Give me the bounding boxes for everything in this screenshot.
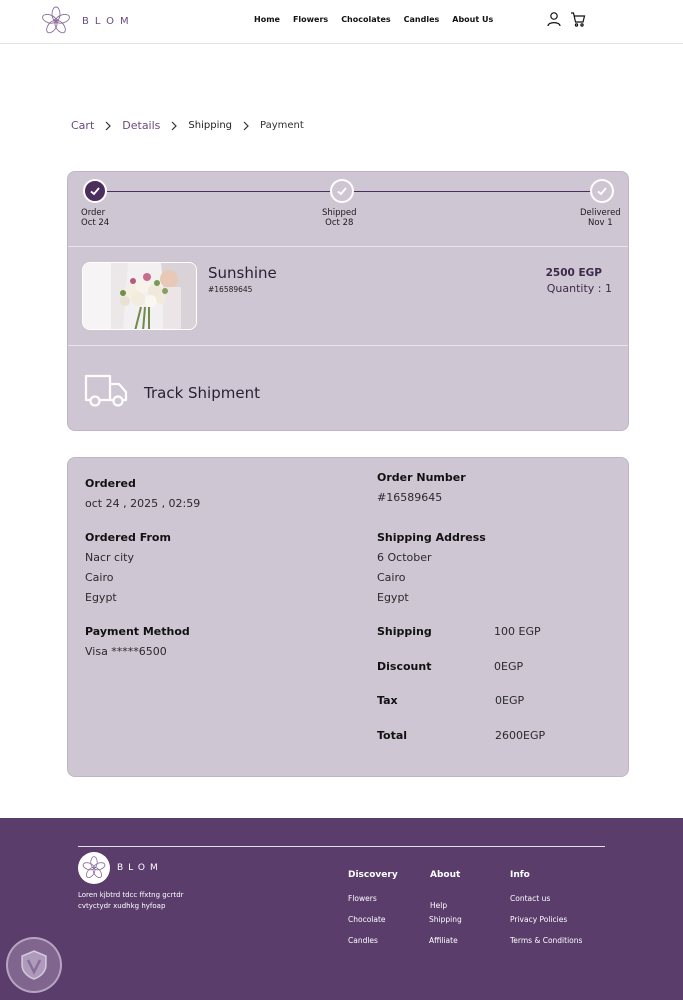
step-shipped-date: Oct 28 xyxy=(325,218,354,228)
order-number-value: #16589645 xyxy=(377,491,443,504)
chevron-right-icon xyxy=(241,121,251,131)
step-shipped-title: Shipped xyxy=(322,208,357,218)
footer-link-contact[interactable]: Contact us xyxy=(510,894,551,903)
ordered-from-line: Nacr city xyxy=(85,551,134,564)
step-order-label xyxy=(81,208,109,228)
site-header xyxy=(0,0,683,44)
footer-col-about-title: About xyxy=(430,870,461,880)
summary-tax-label: Tax xyxy=(377,694,398,707)
section-divider xyxy=(68,345,628,346)
breadcrumb-shipping[interactable]: Shipping xyxy=(188,120,233,131)
nav-flowers[interactable]: Flowers xyxy=(292,15,329,24)
footer-link-affiliate[interactable]: Affiliate xyxy=(429,936,458,945)
product-id: #16589645 xyxy=(208,285,253,294)
step-shipped-label xyxy=(322,208,357,228)
payment-method-label: Payment Method xyxy=(85,625,190,638)
shipping-address-label: Shipping Address xyxy=(377,531,486,544)
step-delivered-indicator xyxy=(590,179,614,203)
breadcrumb-details[interactable]: Details xyxy=(122,119,161,132)
breadcrumb-payment[interactable]: Payment xyxy=(260,120,304,131)
site-footer xyxy=(0,818,683,1000)
footer-divider xyxy=(78,846,605,847)
step-order-date: Oct 24 xyxy=(81,218,110,228)
nav-chocolates[interactable]: Chocolates xyxy=(341,15,391,24)
footer-link-candles[interactable]: Candles xyxy=(348,936,378,945)
product-name: Sunshine xyxy=(208,264,277,282)
order-status-card xyxy=(67,171,629,431)
ordered-label: Ordered xyxy=(85,477,136,490)
main-nav xyxy=(254,15,506,24)
brand-name: BLOM xyxy=(82,15,135,27)
nav-about-us[interactable]: About Us xyxy=(452,15,494,24)
order-details-card xyxy=(67,457,629,777)
step-delivered-title: Delivered xyxy=(580,208,621,218)
flower-logo-icon xyxy=(40,5,72,37)
product-price: 2500 EGP xyxy=(545,267,602,279)
watermark-badge xyxy=(6,937,62,993)
step-delivered-date: Nov 1 xyxy=(588,218,613,228)
footer-logo-badge xyxy=(78,852,110,884)
summary-tax-value: 0EGP xyxy=(495,694,525,707)
nav-candles[interactable]: Candles xyxy=(403,15,440,24)
nav-home[interactable]: Home xyxy=(254,15,280,24)
bouquet-photo xyxy=(83,263,197,330)
summary-discount-label: Discount xyxy=(377,660,432,673)
payment-method-value: Visa *****6500 xyxy=(85,645,167,658)
footer-link-privacy[interactable]: Privacy Policies xyxy=(510,915,568,924)
check-icon xyxy=(596,185,608,197)
check-icon xyxy=(336,185,348,197)
ordered-from-line: Egypt xyxy=(85,591,117,604)
summary-shipping-value: 100 EGP xyxy=(494,625,541,638)
footer-link-flowers[interactable]: Flowers xyxy=(348,894,377,903)
step-delivered-label xyxy=(580,208,621,228)
section-divider xyxy=(68,246,628,247)
footer-col-info-title: Info xyxy=(510,870,530,880)
footer-col-discovery-title: Discovery xyxy=(348,870,398,880)
product-image[interactable] xyxy=(82,262,197,330)
user-icon[interactable] xyxy=(546,11,562,27)
footer-link-chocolate[interactable]: Chocolate xyxy=(348,915,386,924)
footer-link-terms[interactable]: Terms & Conditions xyxy=(510,936,583,945)
check-icon xyxy=(89,185,101,197)
product-quantity: Quantity : 1 xyxy=(546,282,612,295)
summary-shipping-label: Shipping xyxy=(377,625,432,638)
chevron-right-icon xyxy=(103,121,113,131)
breadcrumb-cart[interactable]: Cart xyxy=(71,119,95,132)
track-shipment-link[interactable]: Track Shipment xyxy=(144,384,260,402)
cart-icon[interactable] xyxy=(570,11,586,27)
footer-link-help[interactable]: Help xyxy=(430,901,448,910)
footer-brand-name: BLOM xyxy=(117,863,163,873)
summary-total-value: 2600EGP xyxy=(495,729,546,742)
footer-logo[interactable] xyxy=(78,852,163,884)
ordered-from-line: Cairo xyxy=(85,571,114,584)
step-order-indicator xyxy=(83,179,107,203)
footer-link-shipping[interactable]: Shipping xyxy=(429,915,462,924)
flower-logo-icon xyxy=(81,855,107,881)
summary-total-label: Total xyxy=(377,729,408,742)
ordered-from-label: Ordered From xyxy=(85,531,171,544)
shield-icon xyxy=(17,948,51,982)
shipping-address-line: 6 October xyxy=(377,551,432,564)
breadcrumb xyxy=(71,119,304,132)
brand-logo[interactable] xyxy=(40,5,135,37)
step-order-title: Order xyxy=(81,208,106,218)
step-shipped-indicator xyxy=(330,179,354,203)
summary-discount-value: 0EGP xyxy=(494,660,524,673)
shipping-address-line: Egypt xyxy=(377,591,409,604)
order-number-label: Order Number xyxy=(377,471,466,484)
shipping-address-line: Cairo xyxy=(377,571,406,584)
footer-description: Loren kjbtrd tdcc ffxtng gcrtdr cvtyctydr xudhkg hyfoap xyxy=(78,891,184,910)
truck-icon[interactable] xyxy=(84,372,128,408)
ordered-value: oct 24 , 2025 , 02:59 xyxy=(85,497,201,510)
chevron-right-icon xyxy=(169,121,179,131)
